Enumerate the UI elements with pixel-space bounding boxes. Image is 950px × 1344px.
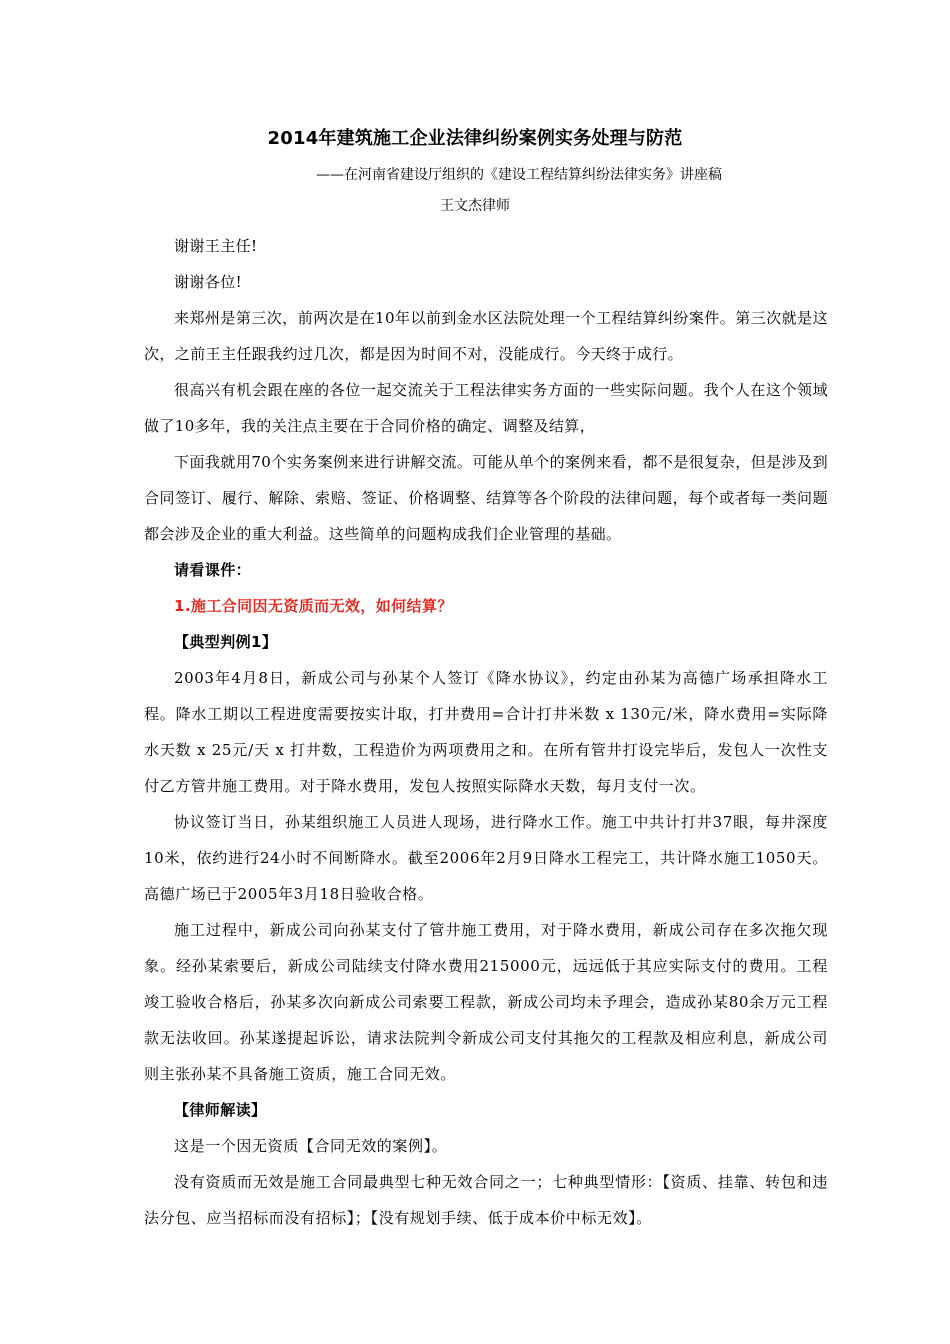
greeting-line: 谢谢各位! [174, 273, 243, 291]
document-subtitle: ——在河南省建设厅组织的《建设工程结算纠纷法律实务》讲座稿 [316, 167, 722, 183]
case-heading: 【典型判例1】 [174, 633, 278, 651]
greeting-line: 谢谢王主任! [174, 237, 258, 255]
lawyer-paragraph: 这是一个因无资质【合同无效的案例】。 [174, 1137, 448, 1155]
case-paragraph: 2003年4月8日，新成公司与孙某个人签订《降水协议》，约定由孙某为高德广场承担降水工程。降水工期以工程进度需要按实计取，打井费用=合计打井米数 x 130元/米，降水费用=实际降水天数 x 25元/天 x 打井数，工程造价为两项费用之和。在所有管井打设完毕后，发包人一次性支付乙方管井施工费用。对于降水费用，发包人按照实际降水天数，每月支付一次。 [144, 669, 828, 795]
case-paragraph: 施工过程中，新成公司向孙某支付了管井施工费用，对于降水费用，新成公司存在多次拖欠现象。经孙某索要后，新成公司陆续支付降水费用215000元，远远低于其应实际支付的费用。工程竣工验收合格后，孙某多次向新成公司索要工程款，新成公司均未予理会，造成孙某80余万元工程款无法收回。孙某遂提起诉讼，请求法院判令新成公司支付其拖欠的工程款及相应利息，新成公司则主张孙某不具备施工资质，施工合同无效。 [144, 921, 828, 1083]
intro-paragraph: 很高兴有机会跟在座的各位一起交流关于工程法律实务方面的一些实际问题。我个人在这个领域做了10多年，我的关注点主要在于合同价格的确定、调整及结算， [144, 381, 828, 435]
lawyer-heading: 【律师解读】 [174, 1101, 267, 1119]
intro-paragraph: 来郑州是第三次，前两次是在10年以前到金水区法院处理一个工程结算纠纷案件。第三次就是这次，之前王主任跟我约过几次，都是因为时间不对，没能成行。今天终于成行。 [144, 309, 828, 363]
lawyer-paragraph: 没有资质而无效是施工合同最典型七种无效合同之一；七种典型情形：【资质、挂靠、转包和违法分包、应当招标而没有招标】；【没有规划手续、低于成本价中标无效】。 [144, 1173, 828, 1227]
document-author: 王文杰律师 [440, 198, 510, 214]
case-paragraph: 协议签订当日，孙某组织施工人员进人现场，进行降水工作。施工中共计打井37眼，每井深度10米，依约进行24小时不间断降水。截至2006年2月9日降水工程完工，共计降水施工1050天。高德广场已于2005年3月18日验收合格。 [144, 813, 828, 903]
document-title: 2014年建筑施工企业法律纠纷案例实务处理与防范 [267, 128, 683, 149]
question-heading: 1.施工合同因无资质而无效，如何结算？ [174, 597, 453, 615]
courseware-heading: 请看课件： [174, 561, 252, 579]
intro-paragraph: 下面我就用70个实务案例来进行讲解交流。可能从单个的案例来看，都不是很复杂，但是涉及到合同签订、履行、解除、索赔、签证、价格调整、结算等各个阶段的法律问题，每个或者每一类问题都会涉及企业的重大利益。这些简单的问题构成我们企业管理的基础。 [144, 453, 828, 543]
document-body [144, 228, 828, 1236]
